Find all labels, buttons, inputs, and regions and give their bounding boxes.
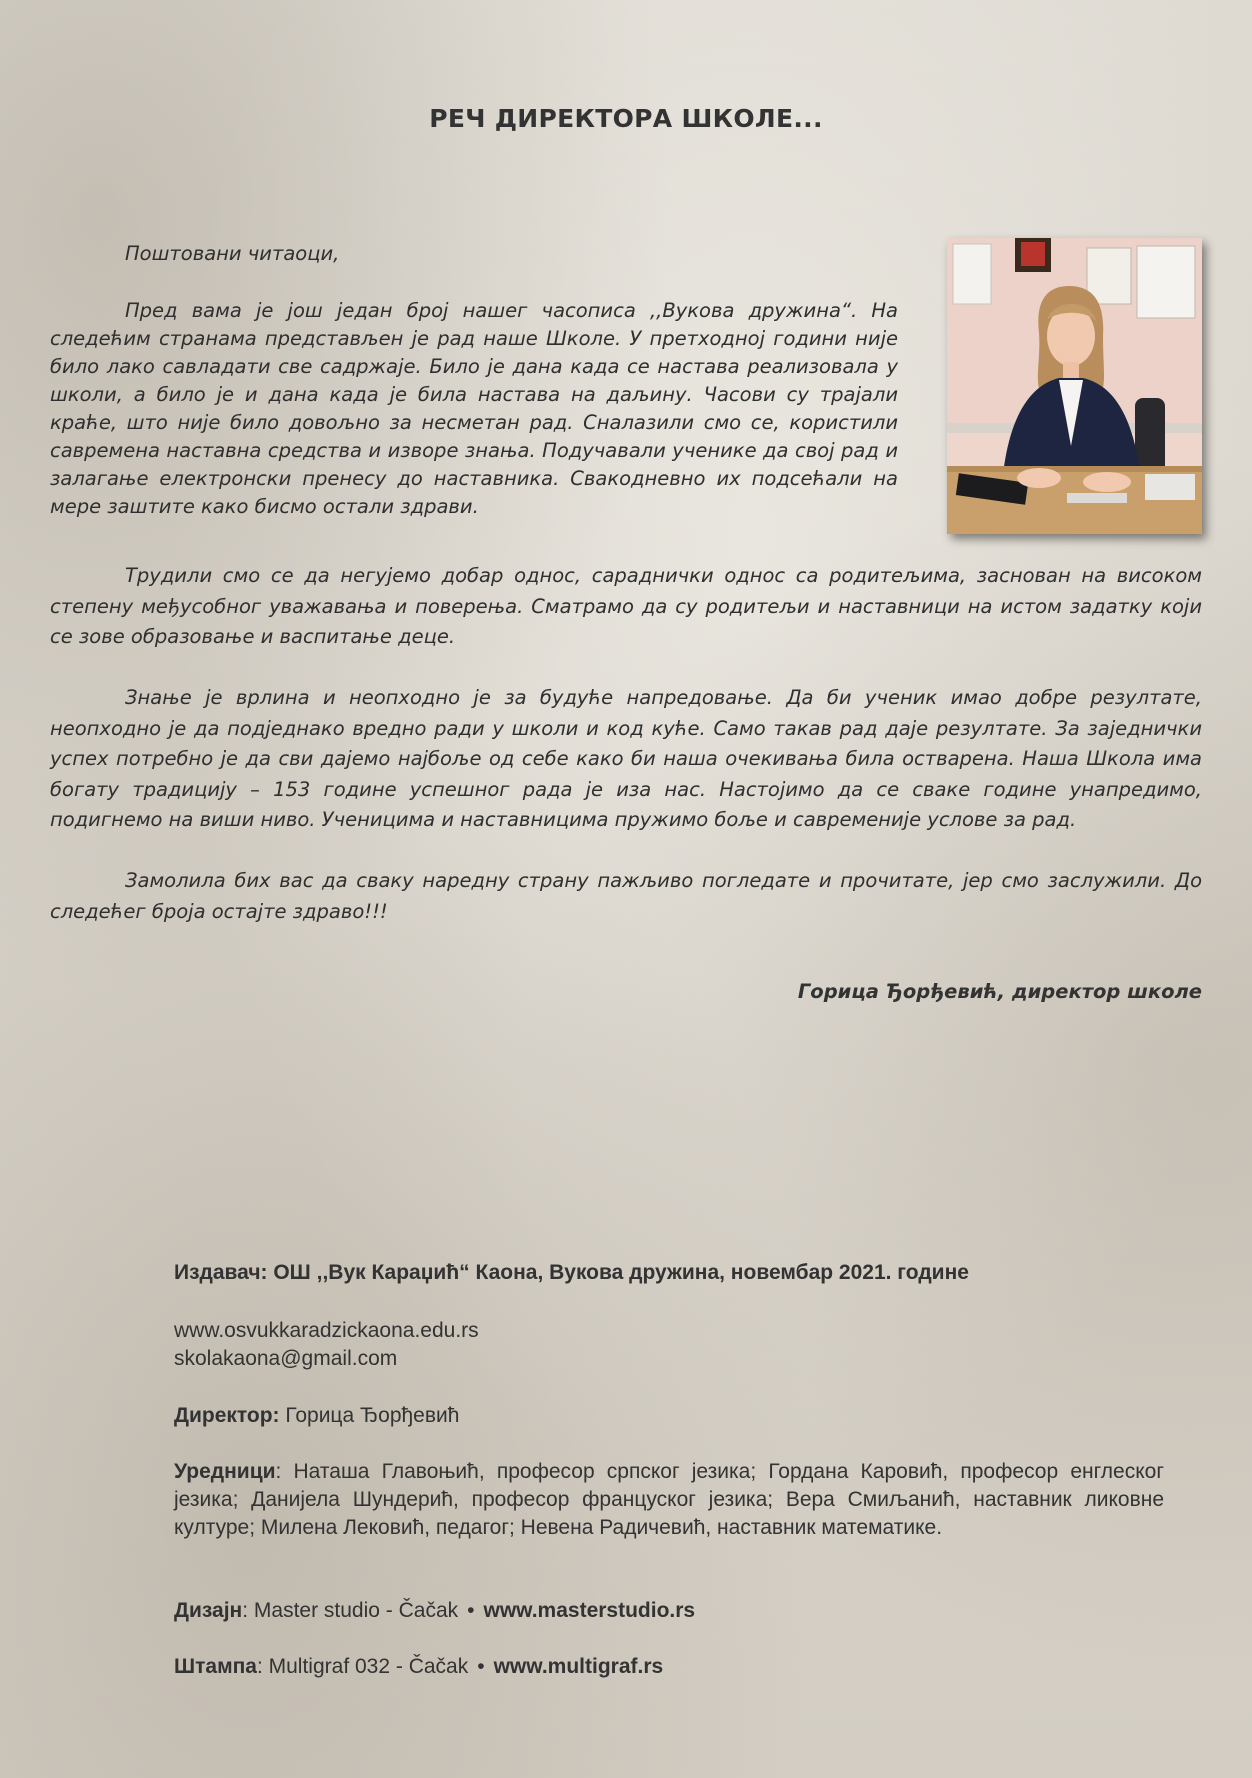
signature: Горица Ђорђевић, директор школе — [797, 980, 1202, 1003]
design-line — [174, 1597, 1164, 1625]
director-photo — [947, 238, 1202, 534]
print-text: : Multigraf 032 - Čačak — [256, 1655, 469, 1678]
design-label: Дизајн — [174, 1599, 243, 1622]
print-line — [174, 1653, 1164, 1681]
editors-line — [174, 1458, 1164, 1542]
editors-label: Уредници — [174, 1460, 276, 1483]
editors-text: : Наташа Главоњић, професор српског језика; Гордана Каровић, професор енглеског језика; Данијела Шундерић, професор француског језика; Вера Смиљанић, наставник ликовне културе; Милена Лековић, педагог; Невена Радичевић, наставник математике. — [174, 1460, 1164, 1539]
director-label: Директор: — [174, 1404, 280, 1427]
page-title: РЕЧ ДИРЕКТОРА ШКОЛЕ... — [429, 104, 823, 133]
print-label: Штампа — [174, 1655, 257, 1678]
publisher-line: Издавач: ОШ ,,Вук Караџић“ Каона, Вукова дружина, новембар 2021. године — [174, 1261, 969, 1284]
paragraph-2: Трудили смо се да негујемо добар однос, сараднички однос са родитељима, заснован на високом степену међусобног уважавања и поверења. Сматрамо да су родитељи и наставници на истом задатку који се зове образовање и васпитање деце. — [50, 564, 1202, 648]
director-line — [174, 1402, 1164, 1430]
email-link[interactable]: skolakaona@gmail.com — [174, 1347, 398, 1370]
salutation: Поштовани читаоци, — [125, 242, 340, 265]
paragraph-1: Пред вама је још један број нашег часописа ,,Вукова дружина“. На следећим странама представљен је рад наше Школе. У претходној години није било лако савладати све садржаје. Било је дана када се настава реализовала у школи, а било је и дана када је била настава на даљину. Часови су трајали краће, што није било довољно за несметан рад. Сналазили смо се, користили савремена наставна средства и изворе знања. Подучавали ученике да свој рад и залагање електронски пренесу до наставника. Свакодневно их подсећали на мере заштите како бисмо остали здрави. — [50, 299, 898, 518]
print-url-link[interactable]: www.multigraf.rs — [493, 1655, 664, 1678]
paragraph-4: Замолила бих вас да сваку наредну страну пажљиво погледате и прочитате, јер смо заслужили. До следећег броја остајте здраво!!! — [50, 869, 1202, 923]
contact-block — [174, 1317, 1164, 1373]
design-url-link[interactable]: www.masterstudio.rs — [483, 1599, 696, 1622]
website-link[interactable]: www.osvukkaradzickaona.edu.rs — [174, 1319, 479, 1342]
director-photo-icon — [947, 238, 1202, 534]
bullet-separator: • — [467, 1599, 475, 1622]
director-name: Горица Ђорђевић — [279, 1404, 460, 1427]
design-text: : Master studio - Čačak — [242, 1599, 459, 1622]
bullet-separator: • — [477, 1655, 485, 1678]
paragraph-3: Знање је врлина и неопходно је за будуће напредовање. Да би ученик имао добре резултате, неопходно је да подједнако вредно ради у школи и код куће. Само такав рад даје резултате. За заједнички успех потребно је да сви дајемо најбоље од себе како би наша очекивања била остварена. Наша Школа има богату традицију – 153 године успешног рада је иза нас. Настојимо да се сваке године унапредимо, подигнемо на виши ниво. Ученицима и наставницима пружимо боље и савременије услове за рад. — [50, 686, 1202, 831]
